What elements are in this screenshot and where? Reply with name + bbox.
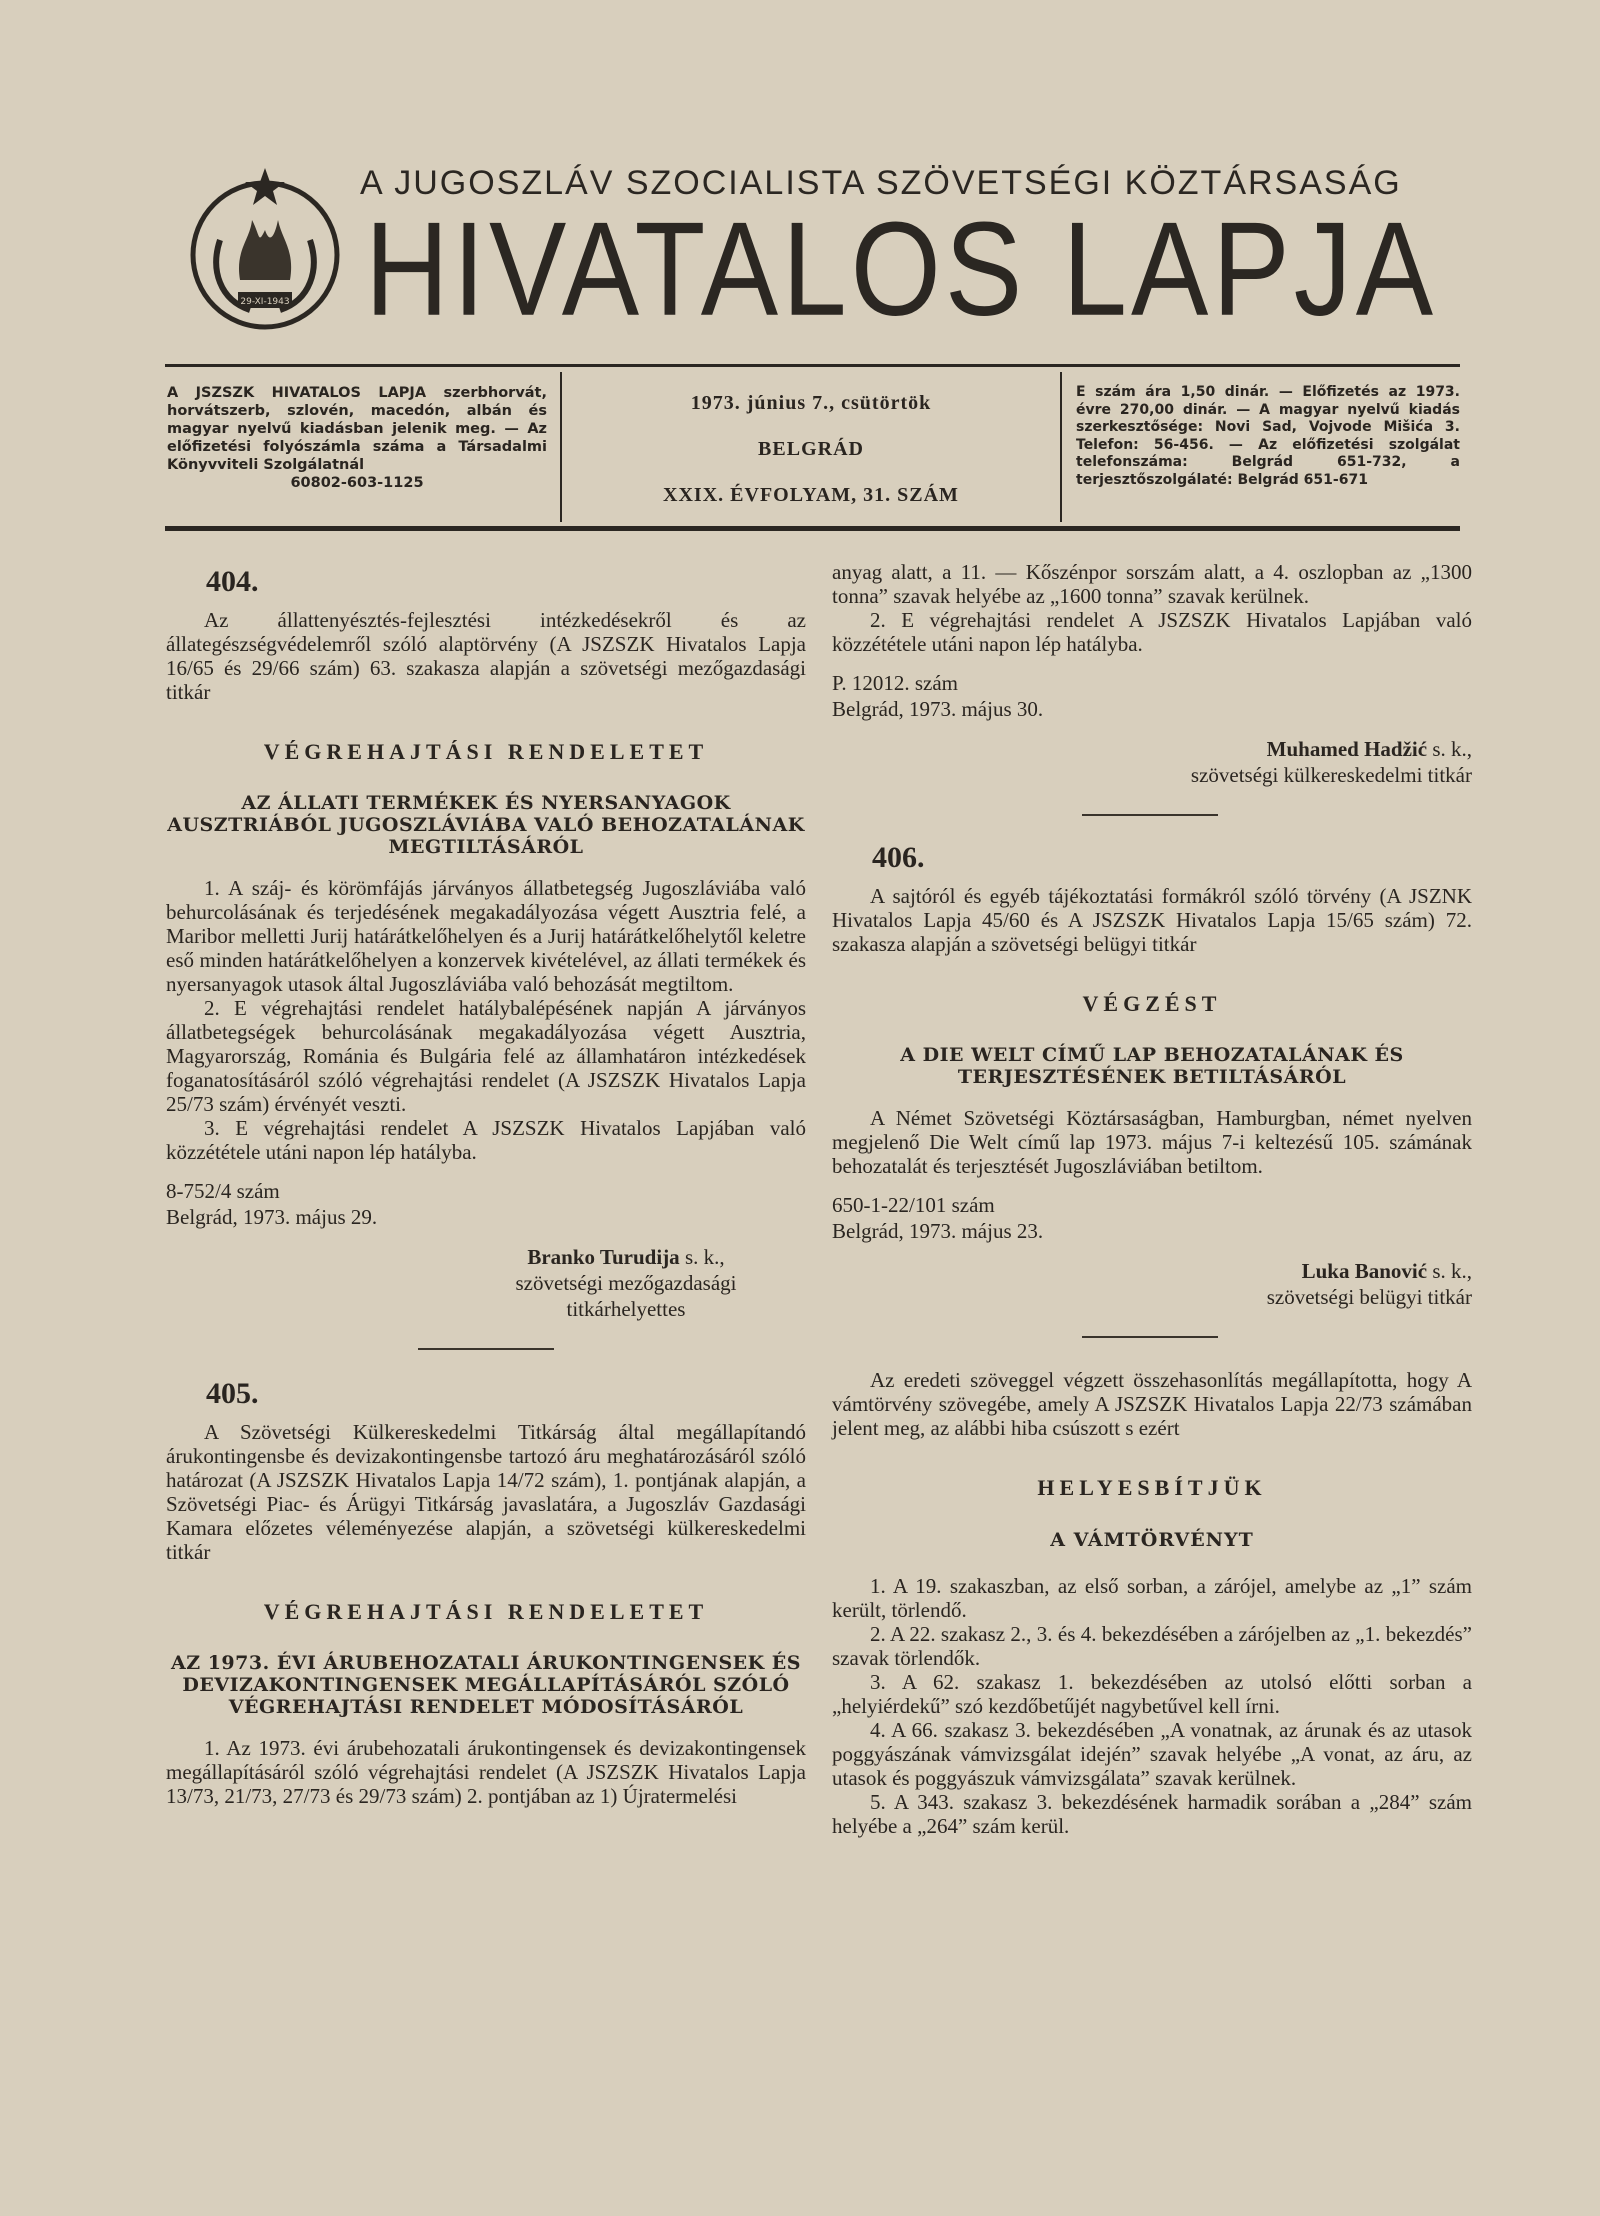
- s404-meta: [166, 1178, 806, 1230]
- s405-signer: Muhamed Hadžić: [1266, 737, 1428, 761]
- s404-paragraph-1: 1. A száj- és körömfájás járványos állatbetegség Jugoszláviába való behurcolásának és terjedésének megakadályozása végett Ausztria felé, a Maribor melletti Jurij határátkelőhelyen és a Jurij határátkelőhelytől keletre eső minden határátkelőhelyen a konzervek kivételével, az állati termékek és nyersanyagok utasok által Jugoszláviába való behozását megtiltom.: [166, 876, 806, 996]
- section-number-405: 405.: [206, 1377, 259, 1410]
- s405-sk: s. k.,: [1432, 737, 1472, 761]
- s406-heading: VÉGZÉST: [1082, 991, 1222, 1016]
- section-separator: [418, 1348, 554, 1350]
- s406-intro: A sajtóról és egyéb tájékoztatási formákról szóló törvény (A JSZNK Hivatalos Lapja 45/60 és A JSZSZK Hivatalos Lapja 15/65 szám) 72. szakasza alapján a szövetségi belügyi titkár: [832, 884, 1472, 956]
- issue-volume: XXIX. ÉVFOLYAM, 31. SZÁM: [663, 484, 959, 506]
- right-column: [832, 560, 1472, 1838]
- s405-heading: VÉGREHAJTÁSI RENDELETET: [263, 1599, 709, 1624]
- masthead-rule-bottom: [165, 526, 1460, 531]
- correction-heading: HELYESBÍTJÜK: [1037, 1475, 1267, 1500]
- s404-heading: VÉGREHAJTÁSI RENDELETET: [263, 739, 709, 764]
- masthead: [160, 150, 1460, 350]
- s405-cont-paragraph-2: 2. E végrehajtási rendelet A JSZSZK Hivatalos Lapjában való közzététele utáni napon lép hatályba.: [832, 608, 1472, 656]
- s406-signer-title: szövetségi belügyi titkár: [1266, 1285, 1472, 1309]
- s406-meta: [832, 1192, 1472, 1244]
- s404-intro: Az állattenyésztés-fejlesztési intézkedésekről és az állategészségvédelemről szóló alaptörvény (A JSZSZK Hivatalos Lapja 16/65 és 29/66 szám) 63. szakasza alapján a szövetségi mezőgazdasági titkár: [166, 608, 806, 704]
- s404-signer: Branko Turudija: [527, 1245, 680, 1269]
- left-column: [166, 560, 806, 1808]
- section-separator: [1082, 814, 1218, 816]
- s406-subheading: A DIE WELT CÍMŰ LAP BEHOZATALÁNAK ÉS TERJESZTÉSÉNEK BETILTÁSÁRÓL: [900, 1044, 1404, 1088]
- s405-meta: [832, 670, 1472, 722]
- s406-place-date: Belgrád, 1973. május 23.: [832, 1219, 1044, 1243]
- state-emblem-icon: [180, 160, 350, 340]
- s405-cont-paragraph-1: anyag alatt, a 11. — Kőszénpor sorszám alatt, a 4. oszlopban az „1300 tonna” szavak helyébe az „1600 tonna” szavak kerülnek.: [832, 560, 1472, 608]
- s405-paragraph-1: 1. Az 1973. évi árubehozatali árukontingensek és devizakontingensek megállapításáról szóló végrehajtási rendelet (A JSZSZK Hivatalos Lapja 13/73, 21/73, 27/73 és 29/73 szám) 2. pontjában az 1) Újratermelési: [166, 1736, 806, 1808]
- s405-signer-title: szövetségi külkereskedelmi titkár: [1190, 763, 1472, 787]
- s404-signature: [446, 1244, 806, 1322]
- publication-info: [165, 372, 555, 522]
- price-info-text: E szám ára 1,50 dinár. — Előfizetés az 1973. évre 270,00 dinár. — A magyar nyelvű kiadás szerkesztősége: Novi Sad, Vojvode Mišića 3. Telefon: 56-456. — Az előfizetési szolgálat telefonszáma: Belgrád 651-732, a terjesztőszolgálaté: Belgrád 651-671: [1076, 384, 1460, 488]
- s405-intro: A Szövetségi Külkereskedelmi Titkárság által megállapítandó árukontingensbe és devizakontingensbe tartozó áru meghatározásáról szóló határozat (A JSZSZK Hivatalos Lapja 14/72 szám), 1. pontjának alapján, a Szövetségi Piac- és Árügyi Titkárság javaslatára, a Jugoszláv Gazdasági Kamara előzetes véleményezése alapján, a szövetségi külkereskedelmi titkár: [166, 1420, 806, 1564]
- issue-date: 1973. június 7., csütörtök: [690, 392, 932, 414]
- s406-sk: s. k.,: [1432, 1259, 1472, 1283]
- s406-paragraph-1: A Német Szövetségi Köztársaságban, Hamburgban, német nyelven megjelenő Die Welt című lap 1973. május 7-i keltezésű 105. számának behozatalát és terjesztését Jugoszláviában betiltom.: [832, 1106, 1472, 1178]
- issue-city: BELGRÁD: [758, 438, 864, 460]
- correction-item: 2. A 22. szakasz 2., 3. és 4. bekezdésében a zárójelben az „1. bekezdés” szavak törlendők.: [832, 1622, 1472, 1670]
- s404-sk: s. k.,: [684, 1245, 725, 1269]
- s404-signer-title-2: titkárhelyettes: [566, 1297, 686, 1321]
- s406-signature: [832, 1258, 1472, 1310]
- s405-subheading: AZ 1973. ÉVI ÁRUBEHOZATALI ÁRUKONTINGENSEK ÉS DEVIZAKONTINGENSEK MEGÁLLAPÍTÁSÁRÓL SZÓLÓ VÉGREHAJTÁSI RENDELET MÓDOSÍTÁSÁRÓL: [170, 1652, 801, 1718]
- correction-intro: Az eredeti szöveggel végzett összehasonlítás megállapította, hogy A vámtörvény szövegébe, amely A JSZSZK Hivatalos Lapja 22/73 számában jelent meg, az alábbi hiba csúszott s ezért: [832, 1368, 1472, 1440]
- s404-subheading: AZ ÁLLATI TERMÉKEK ÉS NYERSANYAGOK AUSZTRIÁBÓL JUGOSZLÁVIÁBA VALÓ BEHOZATALÁNAK MEGTILTÁSÁRÓL: [167, 792, 805, 858]
- s405-reference: P. 12012. szám: [832, 671, 958, 695]
- masthead-state-name: A JUGOSZLÁV SZOCIALISTA SZÖVETSÉGI KÖZTÁRSASÁG: [360, 164, 1402, 202]
- correction-item: 5. A 343. szakasz 3. bekezdésének harmadik sorában a „284” szám helyébe a „264” szám kerül.: [832, 1790, 1472, 1838]
- correction-item: 1. A 19. szakaszban, az első sorban, a zárójel, amelybe az „1” szám került, törlendő.: [832, 1574, 1472, 1622]
- s406-reference: 650-1-22/101 szám: [832, 1193, 995, 1217]
- masthead-rule-top: [165, 364, 1460, 367]
- section-number-404: 404.: [206, 565, 259, 598]
- header-band: [165, 372, 1460, 522]
- s404-paragraph-2: 2. E végrehajtási rendelet hatálybalépésének napján A járványos állatbetegségek behurcolásának megakadályozása végett Ausztria, Magyarország, Románia és Bulgária felé az államhatáron intézkedések foganatosításáról szóló végrehajtási rendelet (A JSZSZK Hivatalos Lapja 25/73 szám) érvényét veszti.: [166, 996, 806, 1116]
- s404-paragraph-3: 3. E végrehajtási rendelet A JSZSZK Hivatalos Lapjában való közzététele utáni napon lép hatályba.: [166, 1116, 806, 1164]
- account-number: 60802-603-1125: [290, 475, 424, 491]
- correction-subheading: A VÁMTÖRVÉNYT: [1050, 1529, 1254, 1551]
- s404-signer-title-1: szövetségi mezőgazdasági: [515, 1271, 737, 1295]
- publication-info-text: A JSZSZK HIVATALOS LAPJA szerbhorvát, horvátszerb, szlovén, macedón, albán és magyar nyelvű kiadásban jelenik meg. — Az előfizetési folyószámla száma a Társadalmi Könyvviteli Szolgálatnál: [167, 385, 547, 473]
- section-number-406: 406.: [872, 841, 925, 874]
- emblem-dates: 29-XI-1943: [240, 297, 290, 307]
- s404-reference: 8-752/4 szám: [166, 1179, 280, 1203]
- price-info: [1070, 372, 1460, 522]
- s406-signer: Luka Banović: [1301, 1259, 1428, 1283]
- issue-info: [560, 372, 1062, 522]
- s405-signature: [832, 736, 1472, 788]
- s404-place-date: Belgrád, 1973. május 29.: [166, 1205, 378, 1229]
- s405-place-date: Belgrád, 1973. május 30.: [832, 697, 1044, 721]
- masthead-title: HIVATALOS LAPJA: [365, 193, 1438, 344]
- section-separator: [1082, 1336, 1218, 1338]
- correction-item: 3. A 62. szakasz 1. bekezdésében az utolsó előtti sorban a „helyiérdekű” szó kezdőbetűjét nagybetűvel kell írni.: [832, 1670, 1472, 1718]
- correction-item: 4. A 66. szakasz 3. bekezdésében „A vonatnak, az árunak és az utasok poggyászának vámvizsgálat idején” szavak helyébe „A vonat, az áru, az utasok és poggyászuk vámvizsgálata” szavak kerülnek.: [832, 1718, 1472, 1790]
